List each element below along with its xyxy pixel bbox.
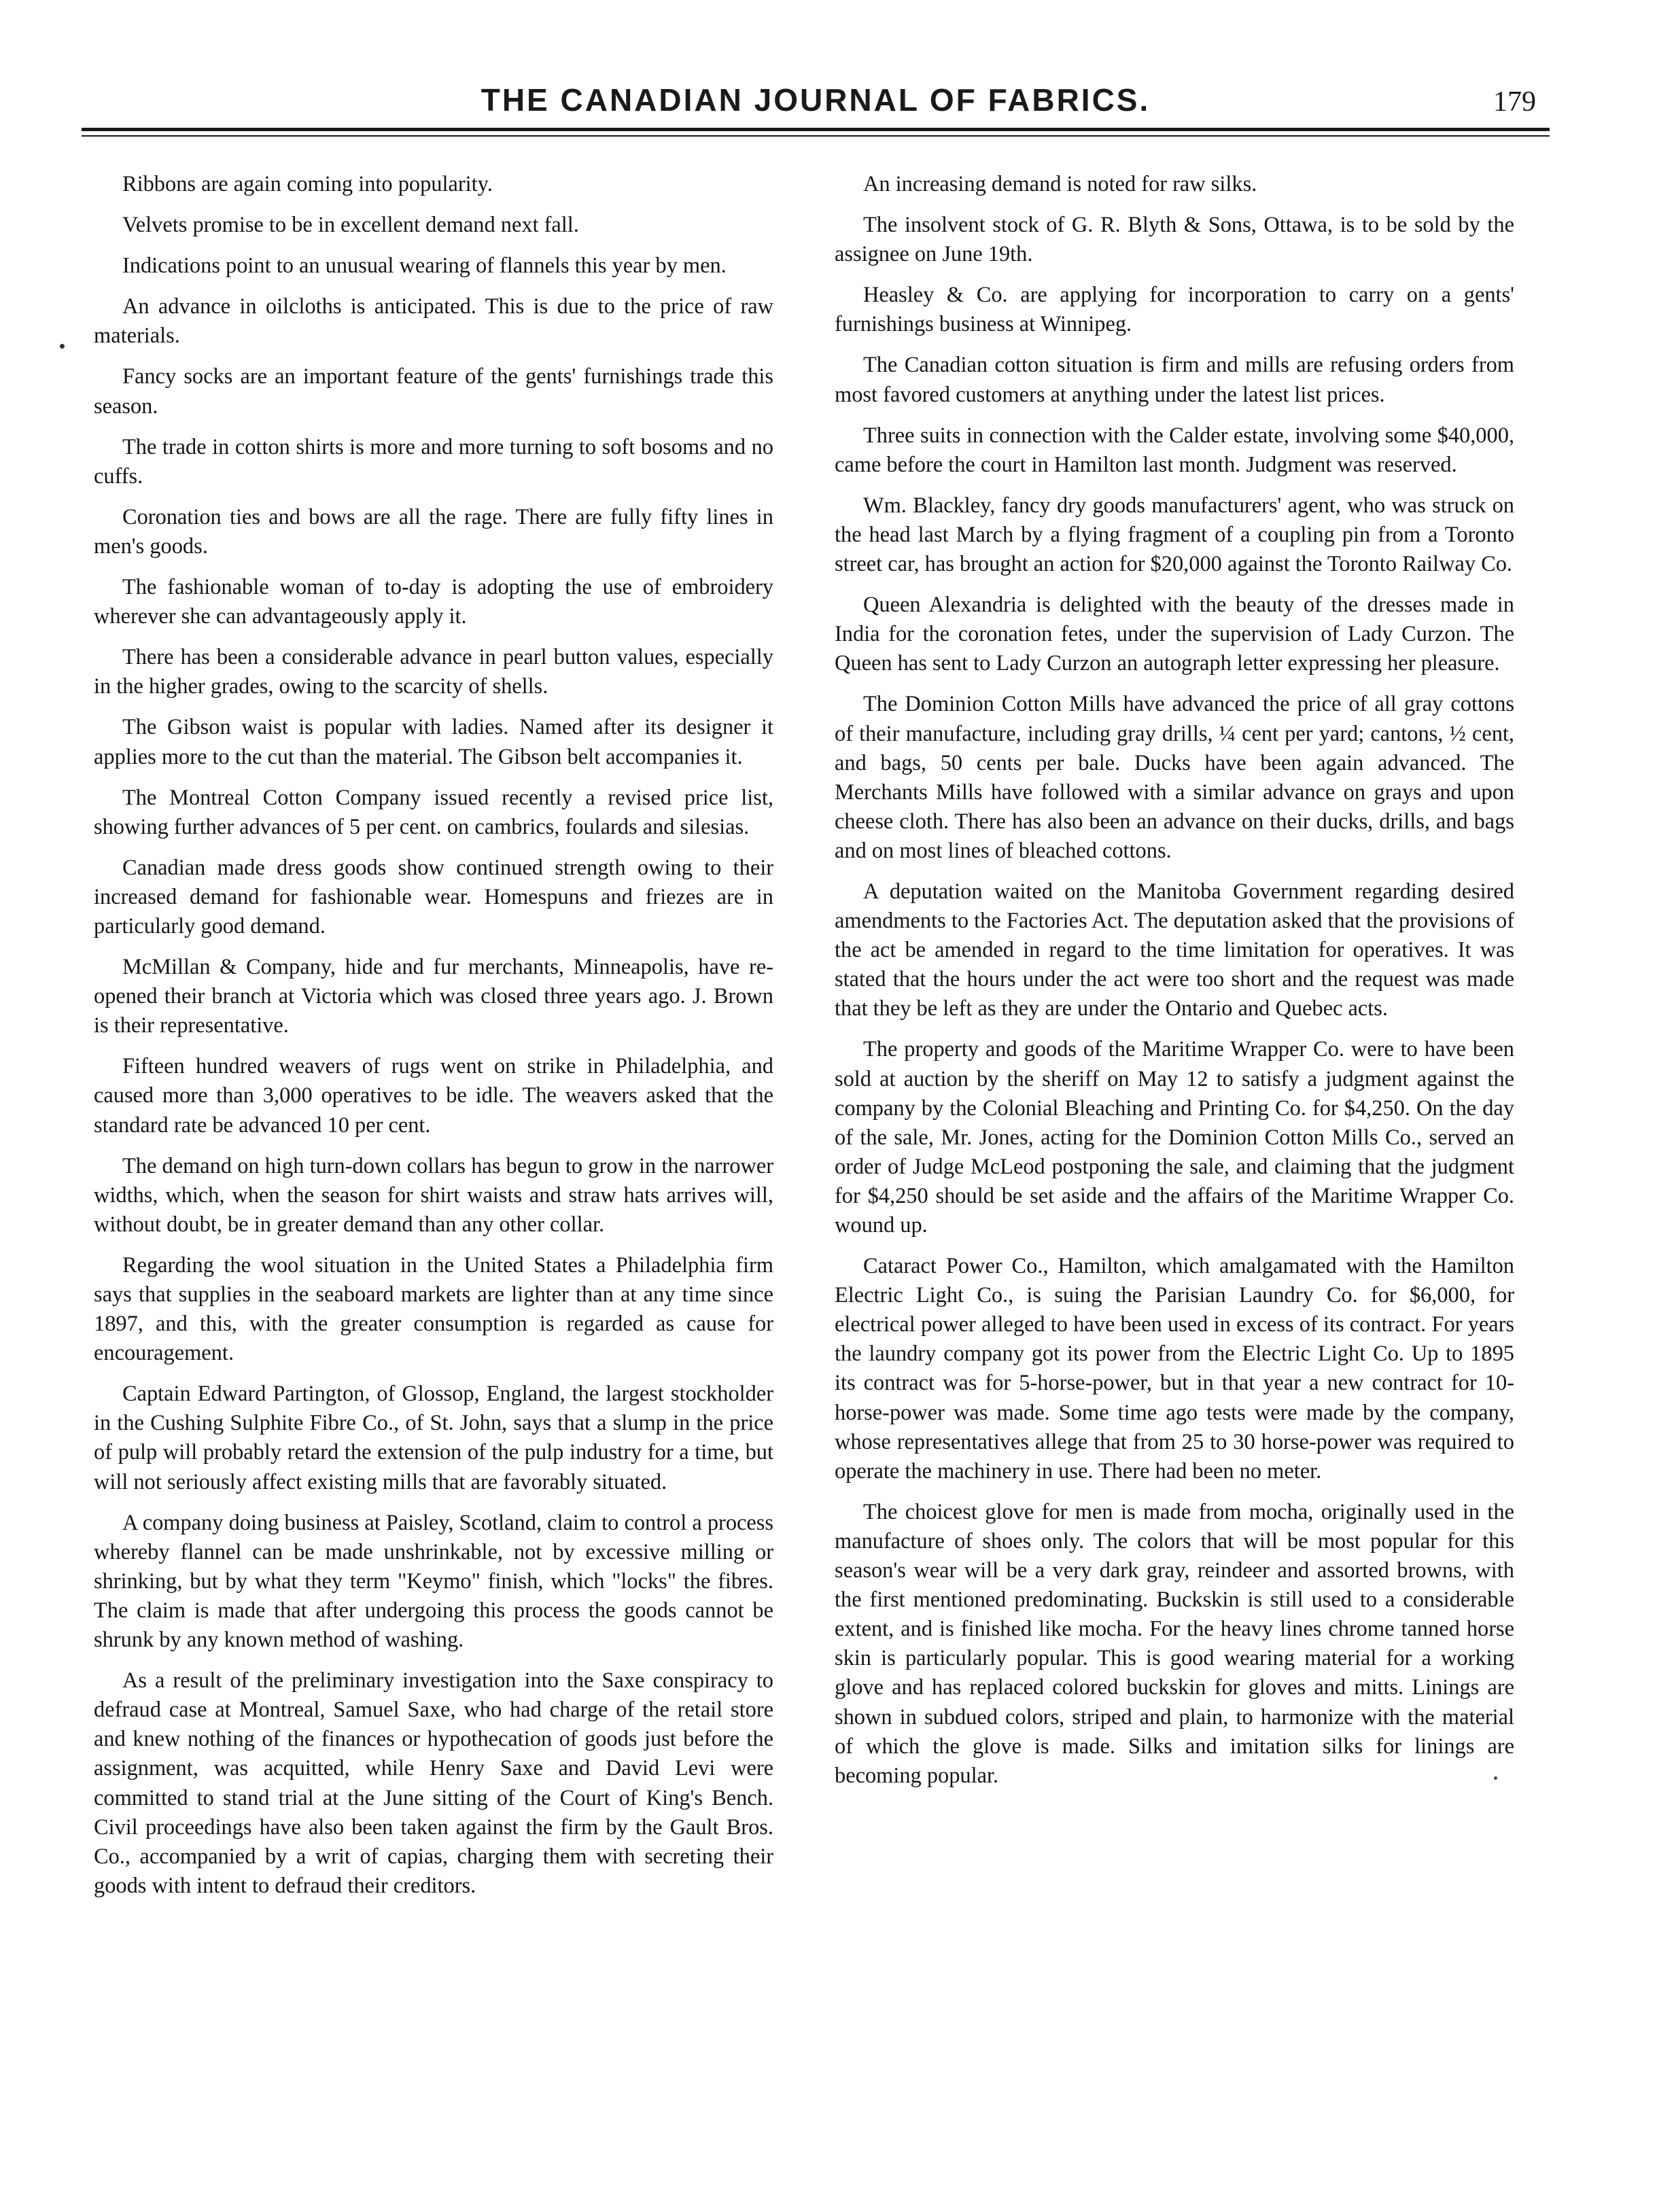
news-item: Heasley & Co. are applying for incorporation to carry on a gents' furnishings business at Winnipeg. bbox=[835, 283, 1514, 337]
news-item: Captain Edward Partington, of Glossop, England, the largest stockholder in the Cushing Sulphite Fibre Co., of St. John, says that a slump in the price of pulp will probably retard the extension of the pulp industry for a time, but will not seriously affect existing mills that are favorably situated. bbox=[94, 1382, 773, 1494]
news-item: The Dominion Cotton Mills have advanced the price of all gray cottons of their manufacture, including gray drills, ¼ cent per yard; cantons, ½ cent, and bags, 50 cents per bale. Ducks have been again advanced. The Merchants Mills have followed with a similar advance on grays and upon cheese cloth. There has also been an advance on their ducks, drills, and bags and on most lines of bleached cottons. bbox=[835, 692, 1514, 863]
news-item: McMillan & Company, hide and fur merchants, Minneapolis, have re-opened their branch at Victoria which was closed three years ago. J. Brown is their representative. bbox=[94, 955, 773, 1038]
news-item: Regarding the wool situation in the United States a Philadelphia firm says that supplies in the seaboard markets are lighter than at any time since 1897, and this, with the greater consumption is regarded as cause for encouragement. bbox=[94, 1252, 773, 1366]
header-rule-thin bbox=[82, 135, 1550, 137]
news-item: A deputation waited on the Manitoba Government regarding desired amendments to the Factories Act. The deputation asked that the provisions of the act be amended in regard to the time limitation for operatives. It was stated that the hours under the act were too short and the request was made that they be left as they are under the Ontario and Quebec acts. bbox=[835, 879, 1514, 1021]
news-item: The Montreal Cotton Company issued recently a revised price list, showing further advances of 5 per cent. on cambrics, foulards and silesias. bbox=[94, 785, 773, 839]
news-item: Ribbons are again coming into popularity. bbox=[122, 172, 493, 196]
left-column bbox=[94, 170, 773, 2141]
journal-title: THE CANADIAN JOURNAL OF FABRICS. bbox=[481, 82, 1151, 118]
news-item: Three suits in connection with the Calder estate, involving some $40,000, came before the court in Hamilton last month. Judgment was reserved. bbox=[835, 423, 1514, 477]
news-item: The choicest glove for men is made from mocha, originally used in the manufacture of shoes only. The colors that will be most popular for this season's wear will be a very dark gray, reindeer and assorted browns, with the first mentioned predominating. Buckskin is still used to a considerable extent, and is finished like mocha. For the heavy lines chrome tanned horse skin is particularly popular. This is good wearing material for a working glove and has replaced colored buckskin for gloves and mitts. Linings are shown in subdued colors, striped and plain, to harmonize with the material of which the glove is made. Silks and imitation silks for linings are becoming popular. bbox=[835, 1499, 1514, 1788]
news-item: There has been a considerable advance in pearl button values, especially in the higher grades, owing to the scarcity of shells. bbox=[94, 645, 773, 699]
right-column bbox=[835, 170, 1514, 2141]
news-item: An increasing demand is noted for raw silks. bbox=[863, 172, 1257, 196]
news-item: Queen Alexandria is delighted with the beauty of the dresses made in India for the coronation fetes, under the supervision of Lady Curzon. The Queen has sent to Lady Curzon an autograph letter expressing her pleasure. bbox=[835, 593, 1514, 676]
news-item: The property and goods of the Maritime Wrapper Co. were to have been sold at auction by the sheriff on May 12 to satisfy a judgment against the company by the Colonial Bleaching and Printing Co. for $4,250. On the day of the sale, Mr. Jones, acting for the Dominion Cotton Mills Co., served an order of Judge McLeod postponing the sale, and claiming that the judgment for $4,250 should be set aside and the affairs of the Maritime Wrapper Co. wound up. bbox=[835, 1037, 1514, 1237]
news-item: An advance in oilcloths is anticipated. This is due to the price of raw materials. bbox=[94, 294, 773, 349]
margin-dot bbox=[60, 344, 65, 349]
running-head bbox=[82, 76, 1550, 124]
news-item: Fancy socks are an important feature of the gents' furnishings trade this season. bbox=[94, 364, 773, 419]
news-item: Indications point to an unusual wearing of flannels this year by men. bbox=[122, 253, 727, 279]
news-item: Velvets promise to be in excellent demand next fall. bbox=[122, 213, 579, 238]
news-item: The Canadian cotton situation is firm and mills are refusing orders from most favored customers at anything under the latest list prices. bbox=[835, 353, 1514, 407]
news-item: Coronation ties and bows are all the rage. There are fully fifty lines in men's goods. bbox=[94, 504, 773, 559]
news-item: The insolvent stock of G. R. Blyth & Sons, Ottawa, is to be sold by the assignee on June 19th. bbox=[835, 213, 1514, 267]
news-item: Cataract Power Co., Hamilton, which amalgamated with the Hamilton Electric Light Co., is suing the Parisian Laundry Co. for $6,000, for electrical power alleged to have been used in excess of its contract. For years the laundry company got its power from the Electric Light Co. Up to 1895 its contract was for 5-horse-power, but in that year a new contract for 10-horse-power was made. Some time ago tests were made by the company, whose representatives allege that from 25 to 30 horse-power was required to operate the machinery in use. There had been no meter. bbox=[835, 1254, 1514, 1484]
stray-ink-mark bbox=[1494, 1776, 1497, 1780]
news-item: As a result of the preliminary investigation into the Saxe conspiracy to defraud case at Montreal, Samuel Saxe, who had charge of the retail store and knew nothing of the finances or hypothecation of goods just before the assignment, was acquitted, while Henry Saxe and David Levi were committed to stand trial at the June sitting of the Court of King's Bench. Civil proceedings have also been taken against the firm by the Gault Bros. Co., accompanied by a writ of capias, charging them with secreting their goods with intent to defraud their creditors. bbox=[94, 1668, 773, 1898]
header-rule-thick bbox=[82, 128, 1550, 131]
news-item: Wm. Blackley, fancy dry goods manufacturers' agent, who was struck on the head last March by a flying fragment of a coupling pin from a Toronto street car, has brought an action for $20,000 against the Toronto Railway Co. bbox=[835, 493, 1514, 577]
news-item: The Gibson waist is popular with ladies. Named after its designer it applies more to the cut than the material. The Gibson belt accompanies it. bbox=[94, 715, 773, 769]
news-item: Fifteen hundred weavers of rugs went on strike in Philadelphia, and caused more than 3,000 operatives to be idle. The weavers asked that the standard rate be advanced 10 per cent. bbox=[94, 1054, 773, 1138]
news-item: The fashionable woman of to-day is adopting the use of embroidery wherever she can advantageously apply it. bbox=[94, 575, 773, 629]
news-item: A company doing business at Paisley, Scotland, claim to control a process whereby flannel can be made unshrinkable, not by excessive milling or shrinking, but by what they term "Keymo" finish, which "locks" the fibres. The claim is made that after undergoing this process the goods cannot be shrunk by any known method of washing. bbox=[94, 1510, 773, 1653]
news-item: Canadian made dress goods show continued strength owing to their increased demand for fashionable wear. Homespuns and friezes are in particularly good demand. bbox=[94, 855, 773, 938]
news-item: The demand on high turn-down collars has begun to grow in the narrower widths, which, when the season for shirt waists and straw hats arrives will, without doubt, be in greater demand than any other collar. bbox=[94, 1153, 773, 1237]
news-item: The trade in cotton shirts is more and more turning to soft bosoms and no cuffs. bbox=[94, 434, 773, 489]
page-number: 179 bbox=[1493, 86, 1536, 118]
